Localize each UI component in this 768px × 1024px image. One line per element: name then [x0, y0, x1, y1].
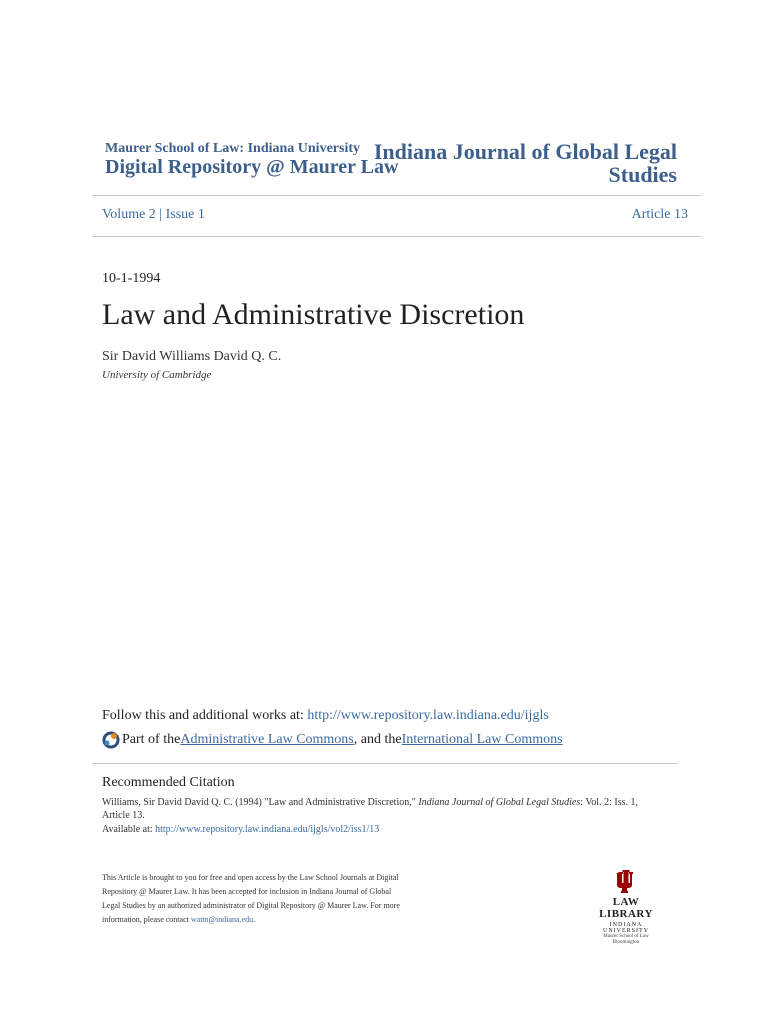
- part-of-prefix: Part of the: [122, 732, 181, 747]
- commons-network-icon: [102, 731, 120, 749]
- article-title: Law and Administrative Discretion: [102, 298, 525, 331]
- citation-text-start: Williams, Sir David David Q. C. (1994) "Law and Administrative Discretion,": [102, 797, 419, 808]
- law-library-location: Bloomington: [612, 940, 640, 945]
- contact-email-link[interactable]: wattn@indiana.edu: [190, 915, 254, 924]
- author-affiliation: University of Cambridge: [102, 369, 212, 381]
- access-note-text: This Article is brought to you for free and open access by the Law School Journals at Digital Repository @ Maurer Law. It has been accepted for inclusion in Indiana Journal of Global Legal Studies by an authorized administrator of Digital Repository @ Maurer Law. For more information, please contact: [102, 873, 400, 924]
- access-note: [102, 871, 402, 927]
- available-label: Available at:: [102, 824, 156, 835]
- divider-top: [92, 195, 701, 196]
- law-library-school: Maurer School of Law: [603, 934, 649, 939]
- iu-trident-icon: [616, 870, 636, 894]
- repository-school-name[interactable]: Maurer School of Law: Indiana University: [105, 141, 360, 156]
- follow-line: [102, 708, 549, 724]
- part-of-line: [102, 731, 563, 749]
- repository-url-link[interactable]: http://www.repository.law.indiana.edu/ijgls: [307, 708, 549, 723]
- author-name: Sir David Williams David Q. C.: [102, 349, 282, 364]
- access-note-end: .: [253, 915, 256, 924]
- citation-journal: Indiana Journal of Global Legal Studies: [418, 797, 581, 808]
- law-library-university: INDIANA UNIVERSITY: [603, 922, 649, 934]
- part-of-middle: , and the: [353, 732, 402, 747]
- volume-issue-link[interactable]: Volume 2 | Issue 1: [102, 207, 205, 222]
- administrative-law-commons-link[interactable]: Administrative Law Commons: [180, 732, 354, 747]
- publication-date: 10-1-1994: [102, 271, 161, 286]
- divider-citation: [92, 763, 678, 764]
- divider-issue: [92, 236, 701, 237]
- law-library-title: LAW LIBRARY: [599, 896, 653, 920]
- citation-heading: Recommended Citation: [102, 775, 235, 790]
- article-number-link[interactable]: Article 13: [631, 207, 688, 222]
- article-url-link[interactable]: http://www.repository.law.indiana.edu/ijgls/vol2/iss1/13: [155, 824, 380, 835]
- law-library-logo: [586, 870, 666, 946]
- citation-text-end: : Vol. 2: Iss. 1, Article 13.: [102, 797, 638, 821]
- repository-name[interactable]: Digital Repository @ Maurer Law: [105, 156, 399, 178]
- follow-label: Follow this and additional works at:: [102, 708, 308, 723]
- citation-text: [102, 796, 662, 822]
- journal-title[interactable]: Indiana Journal of Global Legal Studies: [373, 139, 677, 187]
- available-at-line: [102, 824, 379, 835]
- international-law-commons-link[interactable]: International Law Commons: [401, 732, 563, 747]
